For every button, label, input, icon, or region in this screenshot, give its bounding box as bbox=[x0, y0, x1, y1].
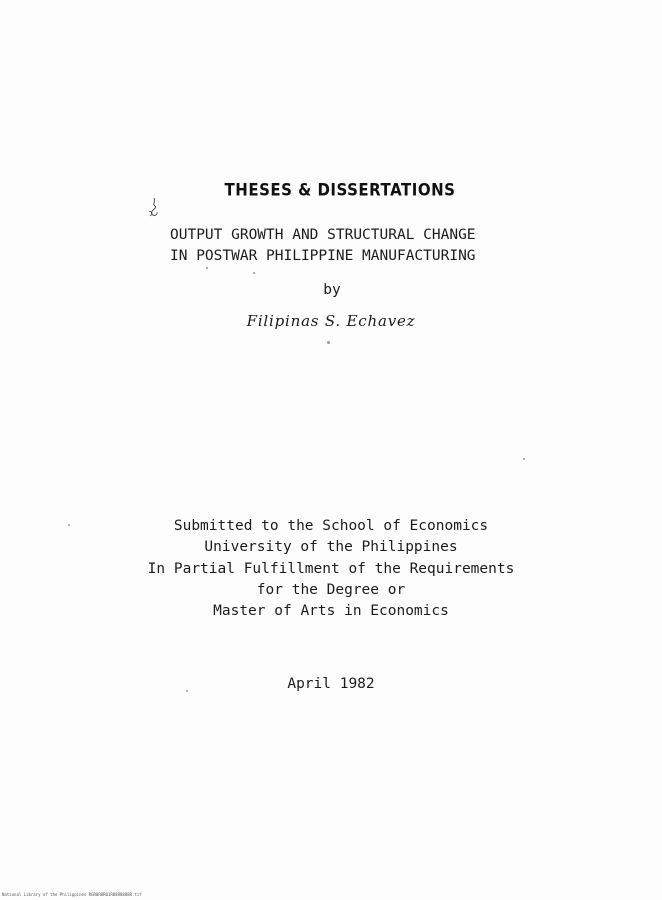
submission-line-1: Submitted to the School of Economics bbox=[173, 518, 489, 534]
submission-line-2: University of the Philippines bbox=[204, 539, 458, 555]
submission-line-4: for the Degree or bbox=[256, 582, 406, 598]
submission-date: April 1982 bbox=[287, 676, 375, 692]
byline: by bbox=[323, 282, 341, 298]
scan-speck bbox=[327, 341, 330, 344]
submission-line-5: Master of Arts in Economics bbox=[213, 603, 449, 619]
theses-dissertations-stamp bbox=[0, 181, 662, 199]
title-line-2: IN POSTWAR PHILIPPINE MANUFACTURING bbox=[170, 248, 476, 264]
handwritten-mark-icon bbox=[146, 196, 166, 222]
scan-speck bbox=[523, 458, 525, 460]
title-line-1: OUTPUT GROWTH AND STRUCTURAL CHANGE bbox=[170, 227, 476, 243]
scan-footer: National Library of the Philippines RGR0R8R01R88R8888R.tif bbox=[2, 892, 142, 897]
scan-speck bbox=[68, 524, 70, 526]
submission-line-3: In Partial Fulfillment of the Requirements bbox=[147, 561, 515, 577]
stamp-text: THESES & DISSERTATIONS bbox=[224, 179, 456, 201]
author-name: Filipinas S. Echavez bbox=[246, 312, 416, 330]
scan-speck bbox=[206, 267, 208, 269]
scan-speck bbox=[186, 690, 188, 692]
scan-speck bbox=[253, 272, 255, 274]
